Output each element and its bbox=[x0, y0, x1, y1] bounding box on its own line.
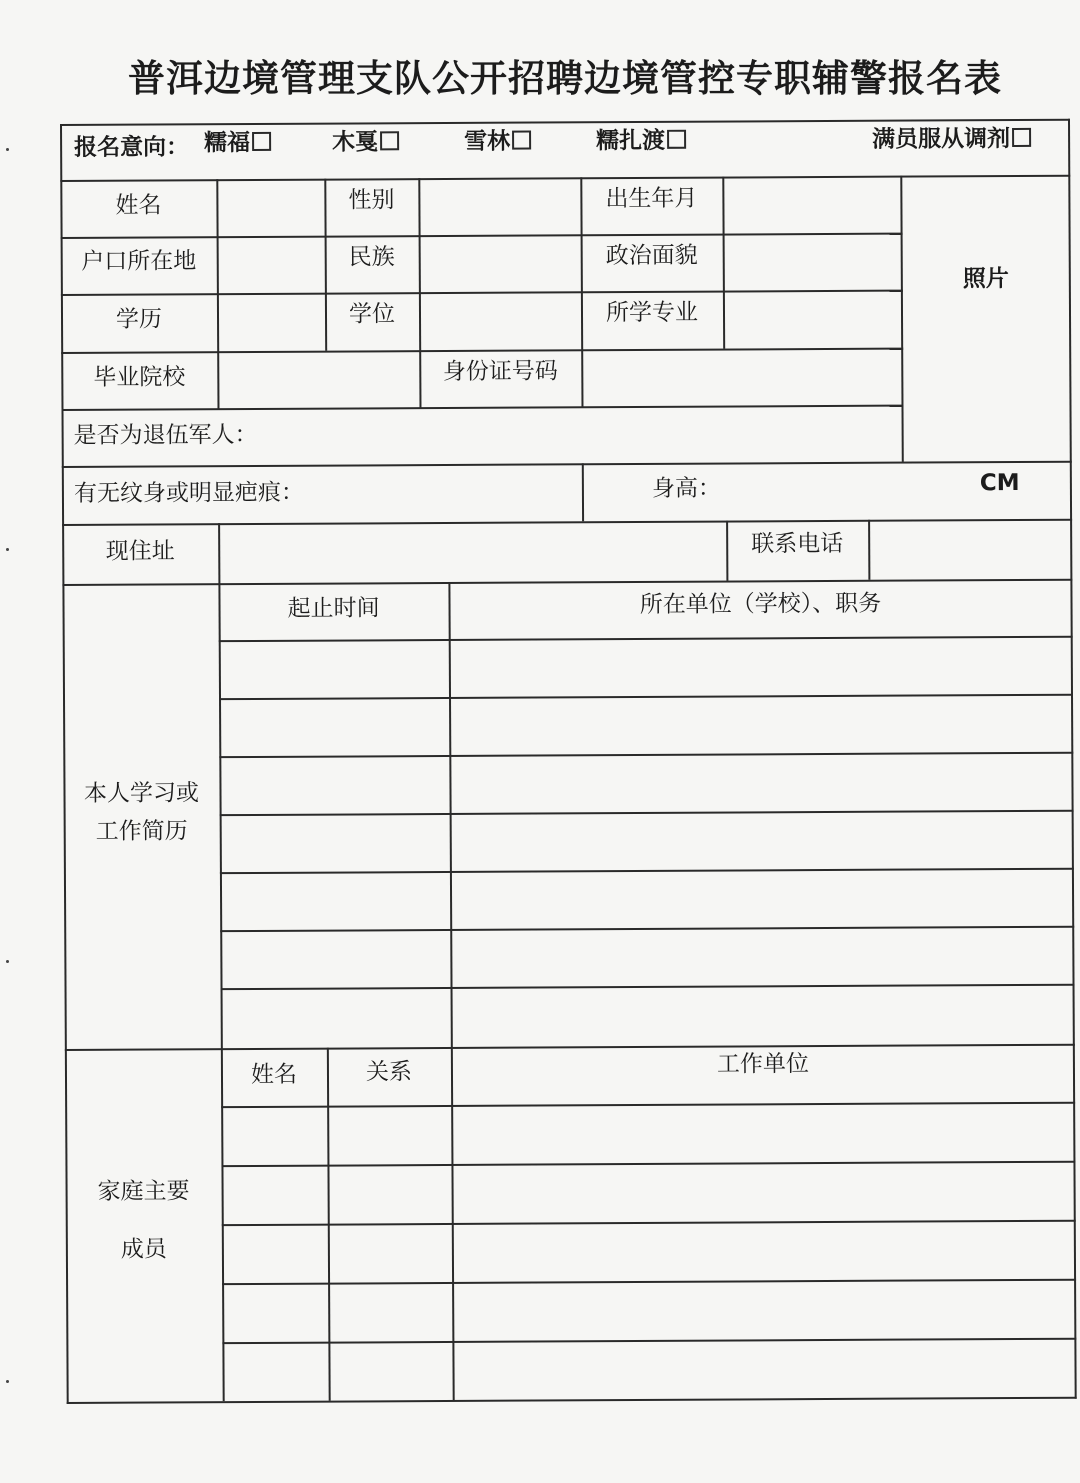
name-label: 姓名 bbox=[115, 192, 162, 219]
phone-field[interactable] bbox=[870, 521, 1070, 580]
hukou-label: 户口所在地 bbox=[81, 248, 197, 275]
checkbox[interactable] bbox=[1012, 128, 1031, 147]
row-divider bbox=[221, 1102, 1075, 1108]
row-divider bbox=[221, 984, 1075, 990]
col-divider bbox=[218, 523, 225, 1401]
scan-speck bbox=[6, 960, 9, 963]
row-divider bbox=[222, 1279, 1076, 1285]
id-number-label: 身份证号码 bbox=[442, 358, 558, 385]
height-unit: CM bbox=[979, 469, 1020, 497]
major-label: 所学专业 bbox=[605, 299, 699, 327]
family-col-relation: 关系 bbox=[365, 1059, 413, 1086]
row-divider bbox=[220, 926, 1074, 932]
resume-col-time: 起止时间 bbox=[287, 595, 380, 622]
name-field[interactable] bbox=[218, 181, 324, 237]
row-divider bbox=[222, 1338, 1076, 1344]
row-divider bbox=[219, 636, 1073, 642]
family-col-name: 姓名 bbox=[250, 1061, 298, 1089]
intent-option-muga[interactable]: 木戛 bbox=[332, 128, 399, 156]
school-field[interactable] bbox=[219, 352, 419, 408]
gender-label: 性别 bbox=[348, 187, 395, 214]
tattoo-field[interactable] bbox=[332, 465, 582, 522]
height-label: 身高： bbox=[651, 475, 721, 502]
registration-form bbox=[60, 119, 1077, 1404]
intent-label: 报名意向： bbox=[74, 134, 190, 161]
veteran-field[interactable] bbox=[291, 407, 901, 465]
resume-col-unit: 所在单位（学校）、职务 bbox=[639, 590, 882, 618]
row-divider bbox=[220, 868, 1074, 874]
politics-label: 政治面貌 bbox=[605, 242, 698, 270]
politics-field[interactable] bbox=[725, 235, 901, 291]
address-label: 现住址 bbox=[105, 538, 175, 565]
veteran-label: 是否为退伍军人： bbox=[73, 421, 258, 449]
resume-label-line1: 本人学习或 bbox=[83, 780, 200, 807]
school-label: 毕业院校 bbox=[93, 364, 186, 391]
intent-option-nuozhadu[interactable]: 糯扎渡 bbox=[596, 127, 686, 155]
intent-option-xuelin[interactable]: 雪林 bbox=[464, 128, 531, 156]
checkbox[interactable] bbox=[380, 131, 399, 150]
birth-field[interactable] bbox=[724, 178, 900, 234]
tattoo-label: 有无纹身或明显疤痕： bbox=[73, 479, 305, 507]
resume-label-line2: 工作简历 bbox=[95, 818, 188, 845]
row-divider bbox=[222, 1220, 1076, 1226]
checkbox[interactable] bbox=[252, 132, 271, 151]
intent-option-nuofu[interactable]: 糯福 bbox=[204, 129, 271, 157]
photo-area[interactable] bbox=[902, 177, 1069, 462]
row-divider bbox=[219, 752, 1073, 758]
ethnicity-field[interactable] bbox=[421, 236, 581, 292]
form-title: 普洱边境管理支队公开招聘边境管控专职辅警报名表 bbox=[128, 57, 1002, 100]
row-divider bbox=[220, 810, 1074, 816]
major-field[interactable] bbox=[725, 292, 901, 349]
degree-label: 学位 bbox=[348, 301, 396, 328]
address-field[interactable] bbox=[220, 523, 726, 584]
intent-option-adjust[interactable]: 满员服从调剂 bbox=[872, 125, 1031, 154]
checkbox[interactable] bbox=[512, 131, 531, 150]
family-label-line1: 家庭主要 bbox=[97, 1178, 190, 1205]
degree-field[interactable] bbox=[421, 293, 581, 350]
ethnicity-label: 民族 bbox=[348, 244, 395, 271]
checkbox[interactable] bbox=[667, 130, 686, 149]
phone-label: 联系电话 bbox=[751, 530, 844, 558]
height-field[interactable] bbox=[722, 463, 972, 520]
education-label: 学历 bbox=[115, 306, 163, 333]
scan-speck bbox=[6, 148, 9, 151]
scan-speck bbox=[6, 548, 9, 551]
photo-label: 照片 bbox=[962, 266, 1009, 293]
id-number-field[interactable] bbox=[583, 350, 901, 407]
gender-field[interactable] bbox=[420, 179, 580, 235]
scan-speck bbox=[6, 1380, 9, 1383]
row-divider bbox=[219, 694, 1073, 700]
birth-label: 出生年月 bbox=[605, 185, 698, 213]
family-label-line2: 成员 bbox=[120, 1236, 167, 1263]
table-border-bottom bbox=[67, 1397, 1077, 1404]
table-border-right bbox=[1068, 119, 1077, 1399]
hukou-field[interactable] bbox=[219, 238, 325, 294]
col-divider bbox=[582, 463, 584, 521]
family-col-work: 工作单位 bbox=[716, 1051, 810, 1078]
row-divider bbox=[221, 1161, 1075, 1167]
education-field[interactable] bbox=[219, 295, 325, 352]
